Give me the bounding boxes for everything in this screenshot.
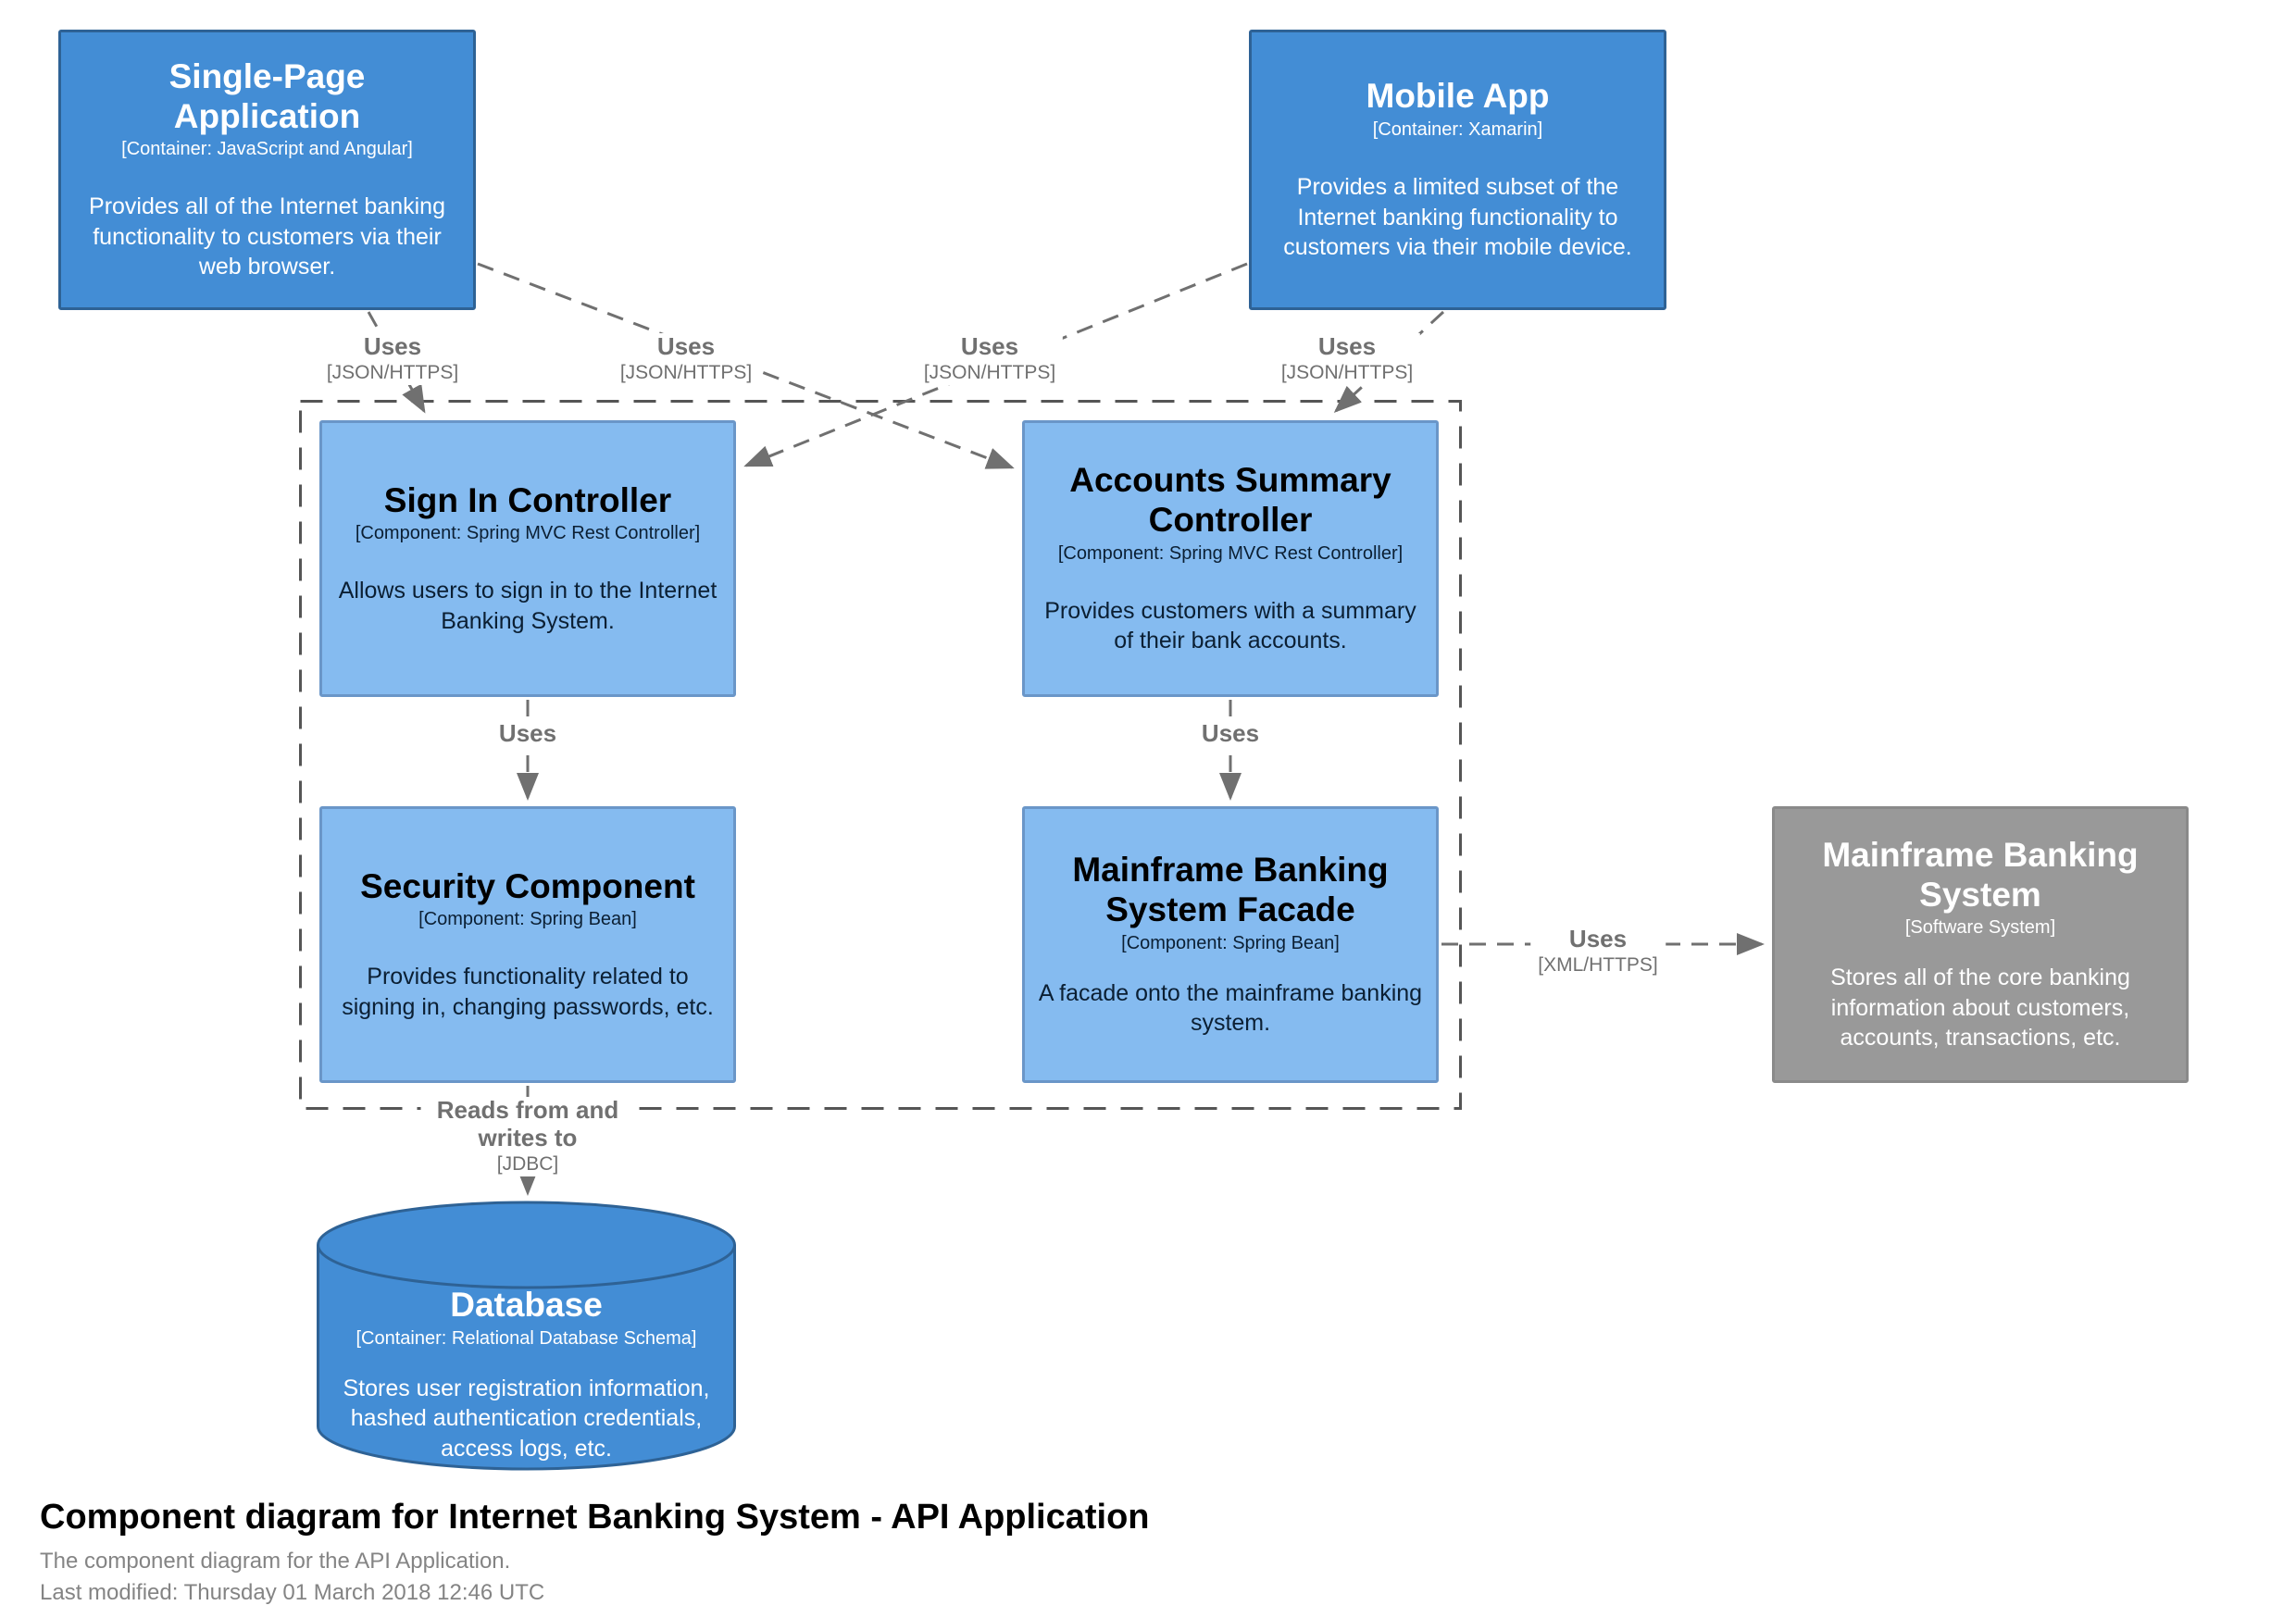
diagram-subtitle: The component diagram for the API Application. [40, 1549, 511, 1574]
node-sign-in-controller[interactable] [319, 420, 736, 697]
node-description: Provides a limited subset of the Internet banking functionality to customers via their mobile device. [1283, 174, 1632, 261]
node-description: Stores user registration information, hashed authentication credentials, access logs, etc. [343, 1375, 710, 1462]
node-accounts-summary-controller[interactable] [1022, 420, 1439, 697]
node-title: Mainframe Banking System [1822, 836, 2139, 914]
edge-technology: [JSON/HTTPS] [923, 361, 1056, 383]
node-meta: [Component: Spring MVC Rest Controller] [355, 523, 701, 544]
edge-verb: Uses [1201, 719, 1260, 747]
edge-verb: Uses [498, 719, 557, 747]
node-title: Accounts Summary Controller [1069, 461, 1391, 539]
node-description: Stores all of the core banking information about customers, accounts, transactions, etc. [1830, 965, 2130, 1052]
node-mobile-app[interactable] [1249, 30, 1666, 310]
node-meta: [Component: Spring Bean] [418, 909, 637, 930]
edge-label-spa-signin [319, 333, 466, 385]
node-database[interactable] [317, 1201, 736, 1471]
node-description: Provides customers with a summary of their bank accounts. [1044, 597, 1416, 654]
diagram-footer [40, 1498, 1150, 1612]
edge-label-accounts-facade [1194, 720, 1267, 748]
edge-technology: [JSON/HTTPS] [326, 361, 459, 383]
node-meta: [Software System] [1904, 917, 2056, 939]
node-mainframe-banking-system-facade[interactable] [1022, 806, 1439, 1083]
edge-technology: [JSON/HTTPS] [1280, 361, 1414, 383]
node-single-page-application[interactable] [58, 30, 476, 310]
node-meta: [Container: Relational Database Schema] [356, 1327, 697, 1349]
node-description: Provides all of the Internet banking functionality to customers via their web browser. [89, 193, 445, 280]
edge-verb: Uses [1317, 332, 1377, 360]
node-security-component[interactable] [319, 806, 736, 1083]
edge-technology: [JDBC] [496, 1152, 559, 1175]
edge-verb: Uses [656, 332, 716, 360]
diagram-last-modified: Last modified: Thursday 01 March 2018 12:46 UTC [40, 1580, 545, 1605]
node-meta: [Container: JavaScript and Angular] [121, 139, 413, 160]
edge-verb: Uses [363, 332, 422, 360]
edge-verb: Uses [1568, 925, 1628, 952]
node-meta: [Component: Spring Bean] [1121, 932, 1340, 953]
edge-label-security-database [421, 1097, 635, 1176]
node-title: Single-Page Application [168, 57, 366, 135]
edge-label-signin-security [492, 720, 564, 748]
node-mainframe-banking-system[interactable] [1772, 806, 2189, 1083]
edge-verb: Reads from and writes to [436, 1096, 619, 1151]
edge-technology: [XML/HTTPS] [1538, 953, 1658, 976]
node-title: Sign In Controller [383, 480, 672, 519]
node-description: Provides functionality related to signing in, changing passwords, etc. [342, 964, 714, 1020]
edge-label-spa-accounts [613, 333, 759, 385]
edge-label-mobile-signin [917, 333, 1063, 385]
node-title: Mobile App [1366, 77, 1550, 116]
diagram-title: Component diagram for Internet Banking System - API Application [40, 1498, 1150, 1537]
node-title: Security Component [360, 866, 695, 905]
edge-technology: [JSON/HTTPS] [619, 361, 753, 383]
node-description: Allows users to sign in to the Internet Banking System. [338, 578, 718, 634]
node-meta: [Component: Spring MVC Rest Controller] [1057, 542, 1404, 564]
edge-label-mobile-accounts [1274, 333, 1420, 385]
node-description: A facade onto the mainframe banking system. [1038, 979, 1423, 1037]
node-meta: [Container: Xamarin] [1372, 119, 1543, 141]
edge-label-facade-mainframe [1530, 926, 1666, 977]
node-title: Mainframe Banking System Facade [1072, 851, 1389, 928]
edge-verb: Uses [960, 332, 1019, 360]
node-title: Database [450, 1286, 603, 1324]
